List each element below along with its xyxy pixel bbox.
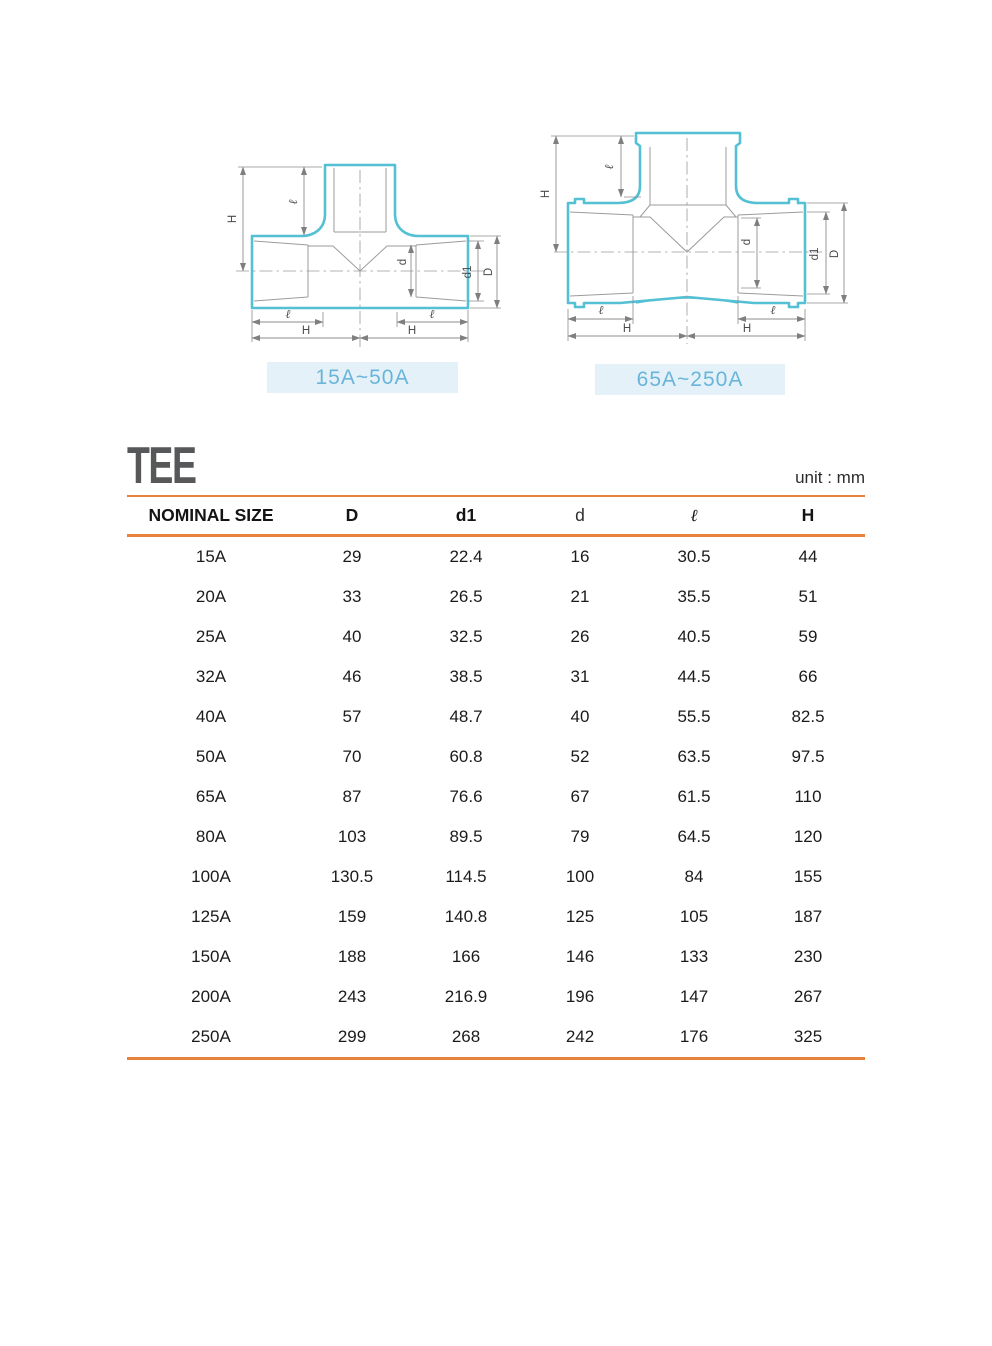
dim-label-D: D <box>483 267 495 277</box>
dim-label-l: ℓ <box>770 303 776 317</box>
table-cell: 16 <box>570 547 590 566</box>
table-row <box>127 536 865 578</box>
table-cell: 57 <box>342 707 362 726</box>
table-cell: 84 <box>684 867 704 886</box>
dim-label-d1: d1 <box>809 247 821 261</box>
table-cell: 67 <box>570 787 590 806</box>
table-cell: 176 <box>679 1027 709 1046</box>
column-header: D <box>295 496 409 536</box>
table-cell: 76.6 <box>449 787 483 806</box>
range-badge-large: 65A~250A <box>595 364 785 395</box>
table-cell: 33 <box>342 587 362 606</box>
table-cell: 87 <box>342 787 362 806</box>
table-cell: 70 <box>342 747 362 766</box>
table-cell: 40 <box>570 707 590 726</box>
table-body <box>127 536 865 1059</box>
table-cell: 51 <box>798 587 818 606</box>
table-cell: 65A <box>195 787 227 806</box>
table-cell: 230 <box>793 947 823 966</box>
table-cell: 125A <box>191 907 231 926</box>
table-cell: 38.5 <box>449 667 483 686</box>
table-cell: 187 <box>793 907 823 926</box>
dim-label-d: d <box>397 258 409 266</box>
table-cell: 32.5 <box>449 627 483 646</box>
tee-drawings <box>0 0 992 430</box>
table-cell: 48.7 <box>449 707 483 726</box>
table-cell: 166 <box>451 947 481 966</box>
dim-label-H: H <box>227 214 239 224</box>
table-cell: 159 <box>337 907 367 926</box>
table-row <box>127 617 865 657</box>
table-cell: 97.5 <box>791 747 825 766</box>
dim-label-H: H <box>742 323 752 335</box>
table-cell: 130.5 <box>330 867 374 886</box>
table-cell: 64.5 <box>677 827 711 846</box>
table-cell: 216.9 <box>444 987 488 1006</box>
table-cell: 55.5 <box>677 707 711 726</box>
table-row <box>127 737 865 777</box>
table-cell: 52 <box>570 747 590 766</box>
table-row <box>127 937 865 977</box>
table-cell: 40 <box>342 627 362 646</box>
table-cell: 79 <box>570 827 590 846</box>
dim-label-D: D <box>829 249 841 259</box>
table-row <box>127 977 865 1017</box>
table-cell: 66 <box>798 667 818 686</box>
page-title: TEE <box>127 437 196 495</box>
table-header <box>127 496 865 536</box>
table-cell: 61.5 <box>677 787 711 806</box>
table-cell: 21 <box>570 587 590 606</box>
table-cell: 44.5 <box>677 667 711 686</box>
table-cell: 46 <box>342 667 362 686</box>
table-row <box>127 657 865 697</box>
table-cell: 196 <box>565 987 595 1006</box>
table-cell: 125 <box>565 907 595 926</box>
table-cell: 15A <box>195 547 227 566</box>
dim-label-l: ℓ <box>286 199 300 205</box>
table-cell: 22.4 <box>449 547 483 566</box>
table-cell: 50A <box>195 747 227 766</box>
table-cell: 268 <box>451 1027 481 1046</box>
table-cell: 100 <box>565 867 595 886</box>
dim-label-l: ℓ <box>598 303 604 317</box>
column-header: d <box>523 496 637 536</box>
dim-label-l: ℓ <box>429 307 435 321</box>
table-cell: 267 <box>793 987 823 1006</box>
table-cell: 89.5 <box>449 827 483 846</box>
table-cell: 80A <box>195 827 227 846</box>
table-cell: 26.5 <box>449 587 483 606</box>
table-cell: 155 <box>793 867 823 886</box>
dim-label-H: H <box>407 325 417 337</box>
table-cell: 100A <box>191 867 231 886</box>
column-header: ℓ <box>637 496 751 536</box>
table-row <box>127 577 865 617</box>
table-cell: 60.8 <box>449 747 483 766</box>
table-cell: 114.5 <box>445 867 487 886</box>
unit-label: unit : mm <box>795 468 865 487</box>
table-cell: 31 <box>570 667 590 686</box>
table-cell: 44 <box>798 547 818 566</box>
table-cell: 243 <box>337 987 367 1006</box>
dim-label-d1: d1 <box>462 265 474 279</box>
table-cell: 103 <box>337 827 367 846</box>
table-cell: 250A <box>191 1027 231 1046</box>
table-cell: 242 <box>565 1027 595 1046</box>
table-cell: 105 <box>679 907 709 926</box>
dimension-table <box>127 495 865 1060</box>
table-cell: 26 <box>570 627 590 646</box>
table-cell: 63.5 <box>677 747 711 766</box>
table-cell: 40A <box>195 707 227 726</box>
table-cell: 32A <box>195 667 227 686</box>
range-badge-small: 15A~50A <box>267 362 458 393</box>
table-cell: 40.5 <box>677 627 711 646</box>
dim-label-l: ℓ <box>285 307 291 321</box>
table-cell: 133 <box>679 947 709 966</box>
table-cell: 200A <box>191 987 231 1006</box>
dim-label-H: H <box>540 189 552 199</box>
table-cell: 82.5 <box>791 707 825 726</box>
table-row <box>127 777 865 817</box>
table-cell: 147 <box>679 987 709 1006</box>
table-cell: 150A <box>191 947 231 966</box>
drawing-tee-small <box>227 165 501 347</box>
table-row <box>127 1017 865 1059</box>
table-cell: 35.5 <box>677 587 711 606</box>
table-cell: 120 <box>793 827 823 846</box>
table-row <box>127 697 865 737</box>
drawing-tee-large <box>540 133 848 344</box>
table-cell: 299 <box>337 1027 367 1046</box>
table-cell: 146 <box>565 947 595 966</box>
column-header: d1 <box>409 496 523 536</box>
dim-label-H: H <box>622 323 632 335</box>
table-row <box>127 897 865 937</box>
table-row <box>127 817 865 857</box>
table-cell: 25A <box>195 627 227 646</box>
header-row <box>127 496 865 536</box>
table-cell: 20A <box>195 587 227 606</box>
dim-label-d: d <box>741 238 753 246</box>
table-cell: 29 <box>342 547 362 566</box>
dim-label-H: H <box>301 325 311 337</box>
table-cell: 59 <box>798 627 818 646</box>
table-cell: 188 <box>337 947 367 966</box>
table-cell: 30.5 <box>677 547 711 566</box>
column-header: NOMINAL SIZE <box>127 496 295 536</box>
table-cell: 110 <box>794 787 822 806</box>
table-row <box>127 857 865 897</box>
column-header: H <box>751 496 865 536</box>
dim-label-l: ℓ <box>602 164 616 170</box>
table-cell: 140.8 <box>444 907 488 926</box>
table-cell: 325 <box>793 1027 823 1046</box>
